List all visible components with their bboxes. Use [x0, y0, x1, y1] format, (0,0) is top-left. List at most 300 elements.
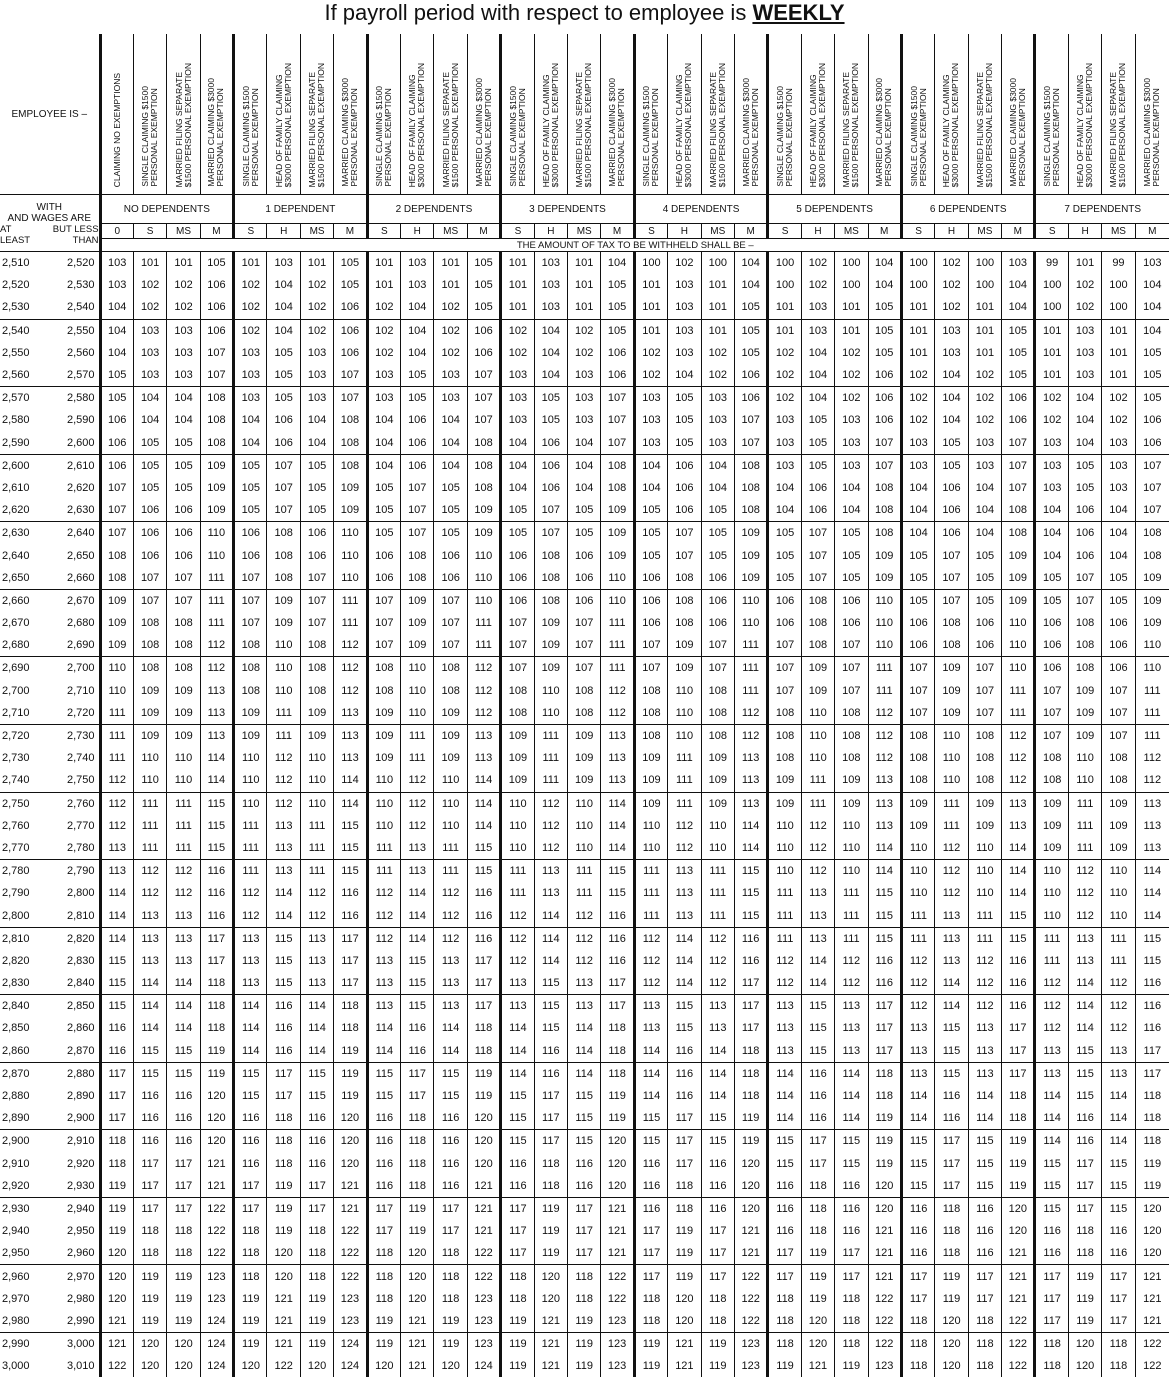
tax-amount: 109 — [1002, 589, 1035, 612]
wages-less-than: 2,900 — [50, 1107, 100, 1130]
tax-amount: 102 — [234, 319, 267, 342]
tax-amount: 102 — [367, 296, 400, 319]
tax-amount: 122 — [1135, 1355, 1169, 1377]
tax-amount: 116 — [601, 927, 634, 950]
tax-amount: 107 — [835, 657, 868, 680]
tax-amount: 122 — [601, 1288, 634, 1310]
status-header-cell — [1135, 34, 1169, 195]
tax-amount: 104 — [534, 319, 567, 342]
tax-amount: 112 — [334, 634, 367, 657]
tax-amount: 106 — [200, 319, 233, 342]
wages-less-than: 2,710 — [67, 684, 95, 697]
tax-amount: 109 — [133, 724, 166, 747]
tax-amount: 111 — [234, 837, 267, 860]
tax-amount: 115 — [968, 1175, 1001, 1198]
status-header-label: MARRIED FILING SEPARATE $1500 PERSONAL EXEMPTION — [841, 62, 861, 187]
tax-amount: 105 — [1135, 387, 1169, 410]
tax-amount: 123 — [601, 1310, 634, 1333]
tax-amount: 108 — [868, 477, 901, 499]
tax-amount: 112 — [1002, 747, 1035, 769]
dependents-group-label: 3 DEPENDENTS — [501, 195, 635, 224]
tax-amount: 119 — [200, 1062, 233, 1085]
tax-amount: 115 — [401, 995, 434, 1018]
tax-amount: 113 — [200, 724, 233, 747]
tax-amount: 114 — [601, 792, 634, 815]
status-header-label: MARRIED CLAIMING $3000 PERSONAL EXEMPTION — [473, 78, 493, 187]
tax-amount: 120 — [935, 1355, 968, 1377]
wages-at-least: 2,720 — [2, 730, 30, 743]
tax-amount: 113 — [634, 995, 667, 1018]
tax-amount: 103 — [835, 409, 868, 431]
tax-amount: 112 — [401, 769, 434, 792]
status-header-cell — [734, 34, 767, 195]
tax-amount: 108 — [234, 680, 267, 702]
tax-amount: 119 — [334, 1085, 367, 1107]
tax-amount: 104 — [367, 454, 400, 477]
tax-amount: 108 — [534, 544, 567, 566]
tax-amount: 107 — [1135, 454, 1169, 477]
tax-amount: 105 — [801, 432, 834, 455]
tax-amount: 117 — [467, 950, 500, 972]
tax-amount: 104 — [1135, 296, 1169, 319]
tax-amount: 111 — [935, 792, 968, 815]
tax-amount: 116 — [234, 1153, 267, 1175]
tax-amount: 117 — [367, 1197, 400, 1220]
tax-amount: 104 — [1102, 544, 1135, 566]
wages-less-than: 2,620 — [67, 481, 95, 494]
tax-amount: 116 — [935, 1107, 968, 1130]
tax-amount: 118 — [334, 1017, 367, 1039]
tax-amount: 103 — [300, 342, 333, 364]
tax-amount: 123 — [334, 1288, 367, 1310]
tax-amount: 117 — [133, 1197, 166, 1220]
tax-amount: 118 — [501, 1265, 534, 1288]
tax-amount: 109 — [768, 769, 801, 792]
tax-amount: 118 — [100, 1130, 133, 1153]
tax-amount: 113 — [1002, 792, 1035, 815]
tax-amount: 115 — [267, 972, 300, 995]
tax-amount: 109 — [401, 634, 434, 657]
tax-amount: 112 — [901, 972, 934, 995]
tax-amount: 109 — [434, 747, 467, 769]
tax-amount: 117 — [868, 1040, 901, 1063]
tax-amount: 104 — [234, 432, 267, 455]
tax-amount: 110 — [968, 837, 1001, 860]
tax-amount: 120 — [1135, 1197, 1169, 1220]
tax-amount: 113 — [234, 927, 267, 950]
tax-amount: 116 — [1102, 1242, 1135, 1265]
tax-amount: 106 — [901, 612, 934, 634]
tax-amount: 114 — [901, 1107, 934, 1130]
tax-amount: 107 — [334, 364, 367, 387]
tax-amount: 111 — [634, 860, 667, 883]
tax-amount: 100 — [1035, 274, 1068, 296]
tax-amount: 116 — [434, 1130, 467, 1153]
tax-amount: 107 — [434, 589, 467, 612]
wages-less-than: 2,580 — [67, 392, 95, 405]
tax-amount: 109 — [1068, 702, 1101, 725]
tax-amount: 107 — [568, 612, 601, 634]
tax-amount: 116 — [968, 1197, 1001, 1220]
wages-at-least: 2,850 — [2, 1022, 30, 1035]
tax-amount: 110 — [401, 702, 434, 725]
tax-amount: 106 — [868, 387, 901, 410]
tax-amount: 113 — [467, 747, 500, 769]
tax-amount: 107 — [935, 589, 968, 612]
tax-amount: 122 — [200, 1220, 233, 1242]
tax-amount: 104 — [434, 454, 467, 477]
with-label: WITH — [36, 201, 63, 213]
tax-amount: 110 — [300, 792, 333, 815]
tax-amount: 120 — [334, 1153, 367, 1175]
tax-amount: 104 — [167, 387, 200, 410]
status-header-cell — [100, 34, 133, 195]
tax-amount: 110 — [467, 589, 500, 612]
tax-amount: 103 — [1068, 319, 1101, 342]
tax-amount: 114 — [1002, 882, 1035, 904]
tax-amount: 108 — [901, 769, 934, 792]
tax-amount: 111 — [133, 815, 166, 837]
table-row — [0, 589, 1169, 612]
tax-amount: 103 — [668, 342, 701, 364]
tax-amount: 121 — [200, 1175, 233, 1198]
tax-amount: 101 — [1068, 252, 1101, 275]
tax-amount: 114 — [300, 995, 333, 1018]
tax-amount: 105 — [501, 499, 534, 522]
tax-amount: 104 — [1035, 522, 1068, 545]
tax-amount: 101 — [568, 296, 601, 319]
tax-amount: 122 — [1002, 1310, 1035, 1333]
tax-amount: 112 — [100, 792, 133, 815]
tax-amount: 108 — [1035, 769, 1068, 792]
tax-amount: 111 — [801, 792, 834, 815]
tax-amount: 105 — [868, 296, 901, 319]
tax-amount: 112 — [701, 927, 734, 950]
tax-amount: 118 — [768, 1288, 801, 1310]
tax-amount: 121 — [601, 1197, 634, 1220]
tax-amount: 121 — [200, 1153, 233, 1175]
tax-amount: 111 — [234, 860, 267, 883]
tax-amount: 121 — [868, 1265, 901, 1288]
tax-amount: 105 — [100, 364, 133, 387]
title-weekly: WEEKLY — [752, 0, 845, 25]
tax-amount: 114 — [267, 904, 300, 927]
tax-amount: 114 — [1102, 1085, 1135, 1107]
tax-amount: 102 — [701, 364, 734, 387]
but-less-than-label: BUT LESS THAN — [50, 224, 100, 252]
tax-amount: 105 — [968, 567, 1001, 590]
tax-amount: 119 — [534, 1220, 567, 1242]
tax-amount: 104 — [133, 409, 166, 431]
tax-amount: 114 — [801, 950, 834, 972]
tax-amount: 103 — [234, 342, 267, 364]
tax-amount: 109 — [968, 815, 1001, 837]
tax-amount: 108 — [835, 747, 868, 769]
tax-amount: 114 — [1135, 860, 1169, 883]
tax-amount: 104 — [901, 477, 934, 499]
tax-amount: 115 — [1035, 1197, 1068, 1220]
tax-amount: 108 — [968, 747, 1001, 769]
tax-amount: 107 — [868, 432, 901, 455]
tax-amount: 106 — [968, 612, 1001, 634]
tax-amount: 102 — [768, 387, 801, 410]
tax-amount: 115 — [401, 950, 434, 972]
tax-amount: 105 — [401, 387, 434, 410]
tax-amount: 119 — [401, 1197, 434, 1220]
tax-amount: 109 — [267, 589, 300, 612]
tax-amount: 119 — [501, 1333, 534, 1356]
tax-amount: 106 — [167, 499, 200, 522]
tax-amount: 118 — [300, 1265, 333, 1288]
tax-amount: 114 — [167, 972, 200, 995]
tax-amount: 109 — [801, 657, 834, 680]
wages-less-than: 2,820 — [67, 932, 95, 945]
status-header-label: HEAD OF FAMILY CLAIMING $3000 PERSONAL EXEMPTION — [540, 62, 560, 187]
tax-amount: 101 — [634, 319, 667, 342]
tax-amount: 99 — [1035, 252, 1068, 275]
tax-amount: 107 — [534, 499, 567, 522]
tax-amount: 119 — [1068, 1265, 1101, 1288]
tax-amount: 114 — [334, 769, 367, 792]
tax-amount: 116 — [167, 1107, 200, 1130]
tax-amount: 117 — [300, 1175, 333, 1198]
status-code: S — [133, 224, 166, 239]
tax-amount: 104 — [1068, 387, 1101, 410]
tax-amount: 115 — [267, 950, 300, 972]
tax-amount: 123 — [868, 1355, 901, 1377]
tax-amount: 118 — [367, 1242, 400, 1265]
table-row — [0, 927, 1169, 950]
tax-amount: 109 — [1002, 544, 1035, 566]
status-header-label: MARRIED CLAIMING $3000 PERSONAL EXEMPTION — [1007, 78, 1027, 187]
and-wages-are-label: AND WAGES ARE — [7, 212, 92, 224]
tax-amount: 112 — [367, 882, 400, 904]
tax-amount: 120 — [267, 1242, 300, 1265]
tax-amount: 114 — [367, 1040, 400, 1063]
tax-amount: 103 — [801, 319, 834, 342]
tax-amount: 102 — [1102, 387, 1135, 410]
tax-amount: 111 — [801, 769, 834, 792]
wages-at-least: 2,660 — [2, 594, 30, 607]
tax-amount: 107 — [501, 634, 534, 657]
tax-amount: 123 — [467, 1288, 500, 1310]
table-row — [0, 815, 1169, 837]
tax-amount: 105 — [1068, 454, 1101, 477]
tax-amount: 110 — [734, 589, 767, 612]
tax-amount: 112 — [501, 904, 534, 927]
tax-amount: 106 — [1068, 499, 1101, 522]
table-row — [0, 499, 1169, 522]
table-row — [0, 1288, 1169, 1310]
tax-amount: 105 — [133, 454, 166, 477]
tax-amount: 121 — [467, 1175, 500, 1198]
wages-less-than: 2,670 — [67, 594, 95, 607]
tax-amount: 105 — [1135, 342, 1169, 364]
tax-amount: 107 — [935, 567, 968, 590]
tax-amount: 108 — [1068, 657, 1101, 680]
tax-amount: 106 — [1002, 409, 1035, 431]
tax-amount: 115 — [300, 1085, 333, 1107]
tax-amount: 115 — [534, 995, 567, 1018]
tax-amount: 105 — [568, 499, 601, 522]
tax-amount: 105 — [534, 387, 567, 410]
tax-amount: 110 — [935, 769, 968, 792]
tax-amount: 110 — [634, 815, 667, 837]
tax-amount: 106 — [601, 342, 634, 364]
tax-amount: 114 — [133, 995, 166, 1018]
tax-amount: 111 — [668, 769, 701, 792]
tax-amount: 106 — [668, 454, 701, 477]
wages-less-than: 2,610 — [67, 459, 95, 472]
tax-amount: 115 — [401, 972, 434, 995]
tax-amount: 104 — [634, 454, 667, 477]
tax-amount: 107 — [100, 522, 133, 545]
tax-amount: 120 — [534, 1288, 567, 1310]
tax-amount: 119 — [1002, 1153, 1035, 1175]
tax-amount: 102 — [568, 342, 601, 364]
tax-amount: 101 — [367, 274, 400, 296]
tax-amount: 121 — [267, 1310, 300, 1333]
tax-amount: 101 — [901, 342, 934, 364]
tax-amount: 116 — [835, 1220, 868, 1242]
tax-amount: 112 — [801, 837, 834, 860]
tax-amount: 113 — [167, 927, 200, 950]
tax-amount: 112 — [501, 950, 534, 972]
tax-amount: 114 — [901, 1085, 934, 1107]
tax-amount: 121 — [1002, 1265, 1035, 1288]
table-row — [0, 634, 1169, 657]
tax-amount: 102 — [501, 319, 534, 342]
tax-amount: 105 — [668, 409, 701, 431]
tax-amount: 116 — [901, 1197, 934, 1220]
tax-amount: 104 — [901, 522, 934, 545]
tax-amount: 108 — [568, 702, 601, 725]
tax-amount: 105 — [467, 274, 500, 296]
tax-amount: 107 — [501, 657, 534, 680]
tax-amount: 108 — [935, 634, 968, 657]
tax-amount: 113 — [434, 950, 467, 972]
tax-amount: 116 — [234, 1130, 267, 1153]
wages-at-least: 2,770 — [0, 837, 50, 860]
wages-less-than: 2,630 — [50, 499, 100, 522]
tax-amount: 118 — [267, 1107, 300, 1130]
tax-amount: 118 — [634, 1310, 667, 1333]
tax-amount: 117 — [167, 1197, 200, 1220]
tax-amount: 103 — [501, 387, 534, 410]
tax-amount: 111 — [601, 612, 634, 634]
status-header-cell — [534, 34, 567, 195]
tax-amount: 115 — [1068, 1062, 1101, 1085]
tax-amount: 114 — [401, 882, 434, 904]
wages-at-least: 2,960 — [2, 1270, 30, 1283]
tax-amount: 119 — [367, 1333, 400, 1356]
status-code: M — [601, 224, 634, 239]
tax-amount: 120 — [601, 1130, 634, 1153]
tax-amount: 109 — [734, 567, 767, 590]
tax-amount: 113 — [1135, 837, 1169, 860]
tax-amount: 110 — [968, 882, 1001, 904]
tax-amount: 115 — [100, 972, 133, 995]
tax-amount: 101 — [968, 342, 1001, 364]
tax-amount: 114 — [835, 1062, 868, 1085]
tax-amount: 108 — [1002, 522, 1035, 545]
tax-amount: 105 — [267, 364, 300, 387]
tax-amount: 112 — [1102, 972, 1135, 995]
tax-amount: 110 — [568, 792, 601, 815]
tax-amount: 118 — [434, 1288, 467, 1310]
tax-amount: 114 — [634, 1085, 667, 1107]
tax-amount: 122 — [868, 1288, 901, 1310]
tax-amount: 116 — [367, 1130, 400, 1153]
tax-amount: 105 — [267, 342, 300, 364]
tax-amount: 116 — [701, 1197, 734, 1220]
table-row — [0, 522, 1169, 545]
tax-amount: 109 — [801, 680, 834, 702]
tax-amount: 106 — [1102, 612, 1135, 634]
tax-amount: 124 — [334, 1333, 367, 1356]
tax-amount: 104 — [434, 409, 467, 431]
status-header-cell — [701, 34, 734, 195]
tax-amount: 106 — [534, 454, 567, 477]
tax-amount: 110 — [401, 657, 434, 680]
table-row — [0, 972, 1169, 995]
tax-amount: 109 — [501, 769, 534, 792]
tax-amount: 114 — [401, 904, 434, 927]
tax-amount: 106 — [467, 342, 500, 364]
tax-amount: 112 — [935, 860, 968, 883]
tax-amount: 101 — [701, 296, 734, 319]
tax-amount: 112 — [434, 927, 467, 950]
wages-less-than: 2,780 — [50, 837, 100, 860]
table-row — [0, 612, 1169, 634]
tax-amount: 117 — [100, 1107, 133, 1130]
tax-amount: 113 — [401, 860, 434, 883]
status-header-cell — [267, 34, 300, 195]
tax-amount: 107 — [634, 657, 667, 680]
wages-less-than: 2,840 — [50, 972, 100, 995]
tax-amount: 110 — [701, 815, 734, 837]
tax-amount: 119 — [801, 1265, 834, 1288]
tax-amount: 112 — [634, 927, 667, 950]
tax-amount: 105 — [901, 589, 934, 612]
tax-amount: 121 — [534, 1310, 567, 1333]
tax-amount: 105 — [1002, 342, 1035, 364]
tax-amount: 120 — [935, 1310, 968, 1333]
status-header-cell — [200, 34, 233, 195]
tax-amount: 117 — [1002, 1017, 1035, 1039]
tax-amount: 119 — [367, 1310, 400, 1333]
tax-amount: 104 — [668, 364, 701, 387]
tax-amount: 104 — [367, 409, 400, 431]
tax-amount: 121 — [1002, 1288, 1035, 1310]
tax-amount: 109 — [200, 454, 233, 477]
tax-amount: 106 — [935, 522, 968, 545]
tax-amount: 110 — [267, 680, 300, 702]
tax-amount: 124 — [467, 1355, 500, 1377]
tax-amount: 100 — [1035, 296, 1068, 319]
tax-amount: 113 — [601, 769, 634, 792]
tax-amount: 118 — [1068, 1242, 1101, 1265]
tax-amount: 103 — [935, 342, 968, 364]
wages-at-least: 2,920 — [0, 1175, 50, 1198]
tax-amount: 108 — [801, 634, 834, 657]
tax-amount: 104 — [100, 296, 133, 319]
tax-amount: 100 — [634, 252, 667, 275]
tax-amount: 105 — [768, 544, 801, 566]
tax-amount: 118 — [534, 1175, 567, 1198]
tax-amount: 119 — [868, 1130, 901, 1153]
tax-amount: 117 — [501, 1220, 534, 1242]
